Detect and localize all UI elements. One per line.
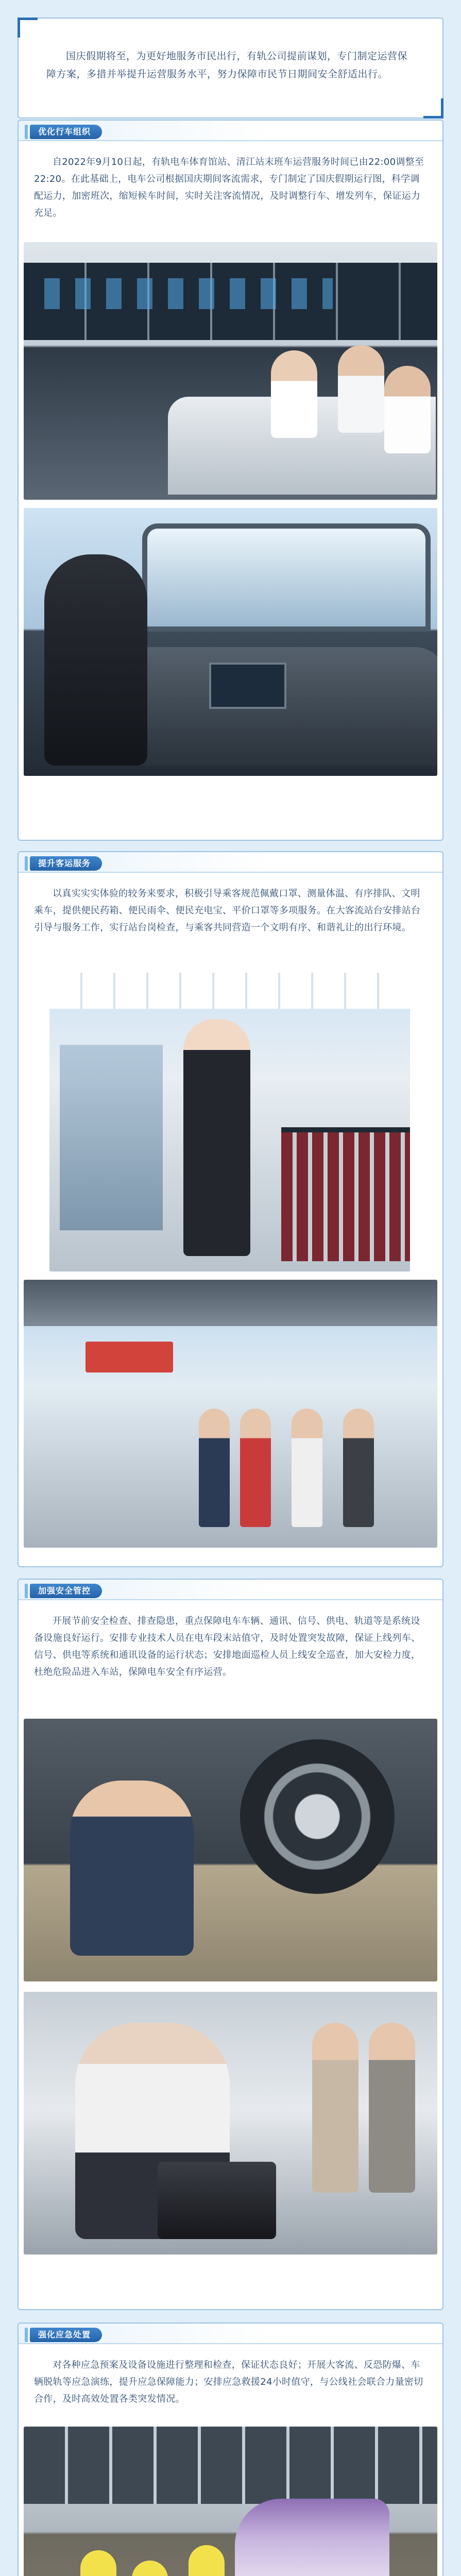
- maintenance-photo: [24, 1719, 437, 1981]
- platform-staff-photo: [49, 973, 410, 1272]
- section-header: [19, 2324, 442, 2344]
- section-text: 自2022年9月10日起，有轨电车体育馆站、清江站末班车运营服务时间已由22:00调整至22:20。在此基础上，电车公司根据国庆期间客流需求，专门制定了国庆假期运行图，科学调配运力，加密班次，缩短候车时间，实时关注客流情况，及时调整行车、增发列车，保证运力充足。: [34, 157, 424, 218]
- section-header: [19, 852, 442, 873]
- section-title: 加强安全管控: [30, 1584, 102, 1598]
- platform-roof: [49, 973, 410, 1009]
- depot-shed: [24, 2427, 437, 2504]
- section-header: [19, 1580, 442, 1600]
- section-text: 对各种应急预案及设备设施进行整理和检查，保证状态良好；开展大客流、反恐防爆、车辆脱轨等应急演练，提升应急保障能力；安排应急救援24小时值守，与公线社会联合力量密切合作，及时高效处置各类突发情况。: [34, 2360, 423, 2404]
- screen-wall: [24, 263, 437, 340]
- station-entrance-photo: [24, 1280, 437, 1548]
- staff-figure: [183, 1019, 250, 1256]
- control-room-photo: [24, 242, 437, 500]
- technician-figure: [70, 1781, 194, 1956]
- section-passenger-service: [18, 851, 443, 1567]
- tram-wheel: [240, 1739, 395, 1894]
- luggage-case: [158, 2162, 276, 2239]
- section-text: 开展节前安全检查、排查隐患，重点保障电车车辆、通讯、信号、供电、轨道等是系统设备设施良好运行。安排专业技术人员在电车段末站值守，及时处置突发故障，保证上线列车、信号、供电等系统和通讯设备的运行状态；安排地面巡检人员上线安全巡查，加大安检力度，杜绝危险品进入车站，保障电车安全有序运营。: [34, 1616, 421, 1677]
- control-panel: [209, 663, 286, 709]
- dispatcher-figure: [384, 366, 431, 453]
- worker-figure: [80, 2550, 116, 2576]
- passenger-figure: [199, 1409, 230, 1527]
- glass-shelter: [60, 1045, 163, 1230]
- tram-vehicle: [235, 2499, 389, 2576]
- train-cab-photo: [24, 508, 437, 776]
- passenger-figure: [312, 2023, 358, 2193]
- security-check-photo: [24, 1992, 437, 2255]
- station-sign: [86, 1342, 173, 1372]
- cab-window: [142, 523, 431, 632]
- passenger-figure: [240, 1409, 271, 1527]
- umbrella-rack: [281, 1127, 410, 1261]
- depot-drill-photo: [24, 2427, 437, 2576]
- passenger-figure: [343, 1409, 374, 1527]
- worker-figure: [189, 2545, 225, 2576]
- section-emergency-response: [18, 2323, 443, 2576]
- section-title: 优化行车组织: [30, 125, 102, 139]
- section-title: 提升客运服务: [30, 856, 102, 871]
- section-title: 强化应急处置: [30, 2328, 102, 2342]
- station-canopy: [24, 1280, 437, 1326]
- dispatcher-figure: [271, 350, 317, 438]
- section-optimize-operations: [18, 120, 443, 841]
- intro-text: 国庆假期将至，为更好地服务市民出行，有轨公司提前谋划，专门制定运营保障方案，多措并举提升运营服务水平，努力保障市民节日期间安全舒适出行。: [46, 50, 408, 80]
- driver-figure: [44, 554, 147, 766]
- section-safety-control: [18, 1579, 443, 2310]
- passenger-figure: [369, 2023, 415, 2193]
- dispatcher-figure: [338, 345, 384, 433]
- passenger-figure: [292, 1409, 322, 1527]
- worker-figure: [132, 2561, 168, 2576]
- section-text: 以真实实实体验的较务来要求，积极引导乘客规范佩戴口罩、测量体温、有序排队、文明乘车，提供便民药箱、便民雨伞、便民充电宝、平价口罩等多项服务。在大客流站台安排站台引导与服务工作，实行站台岗检查，与乘客共同营造一个文明有序、和谐礼让的出行环境。: [34, 888, 421, 933]
- section-header: [19, 121, 442, 141]
- intro-card: [18, 18, 443, 118]
